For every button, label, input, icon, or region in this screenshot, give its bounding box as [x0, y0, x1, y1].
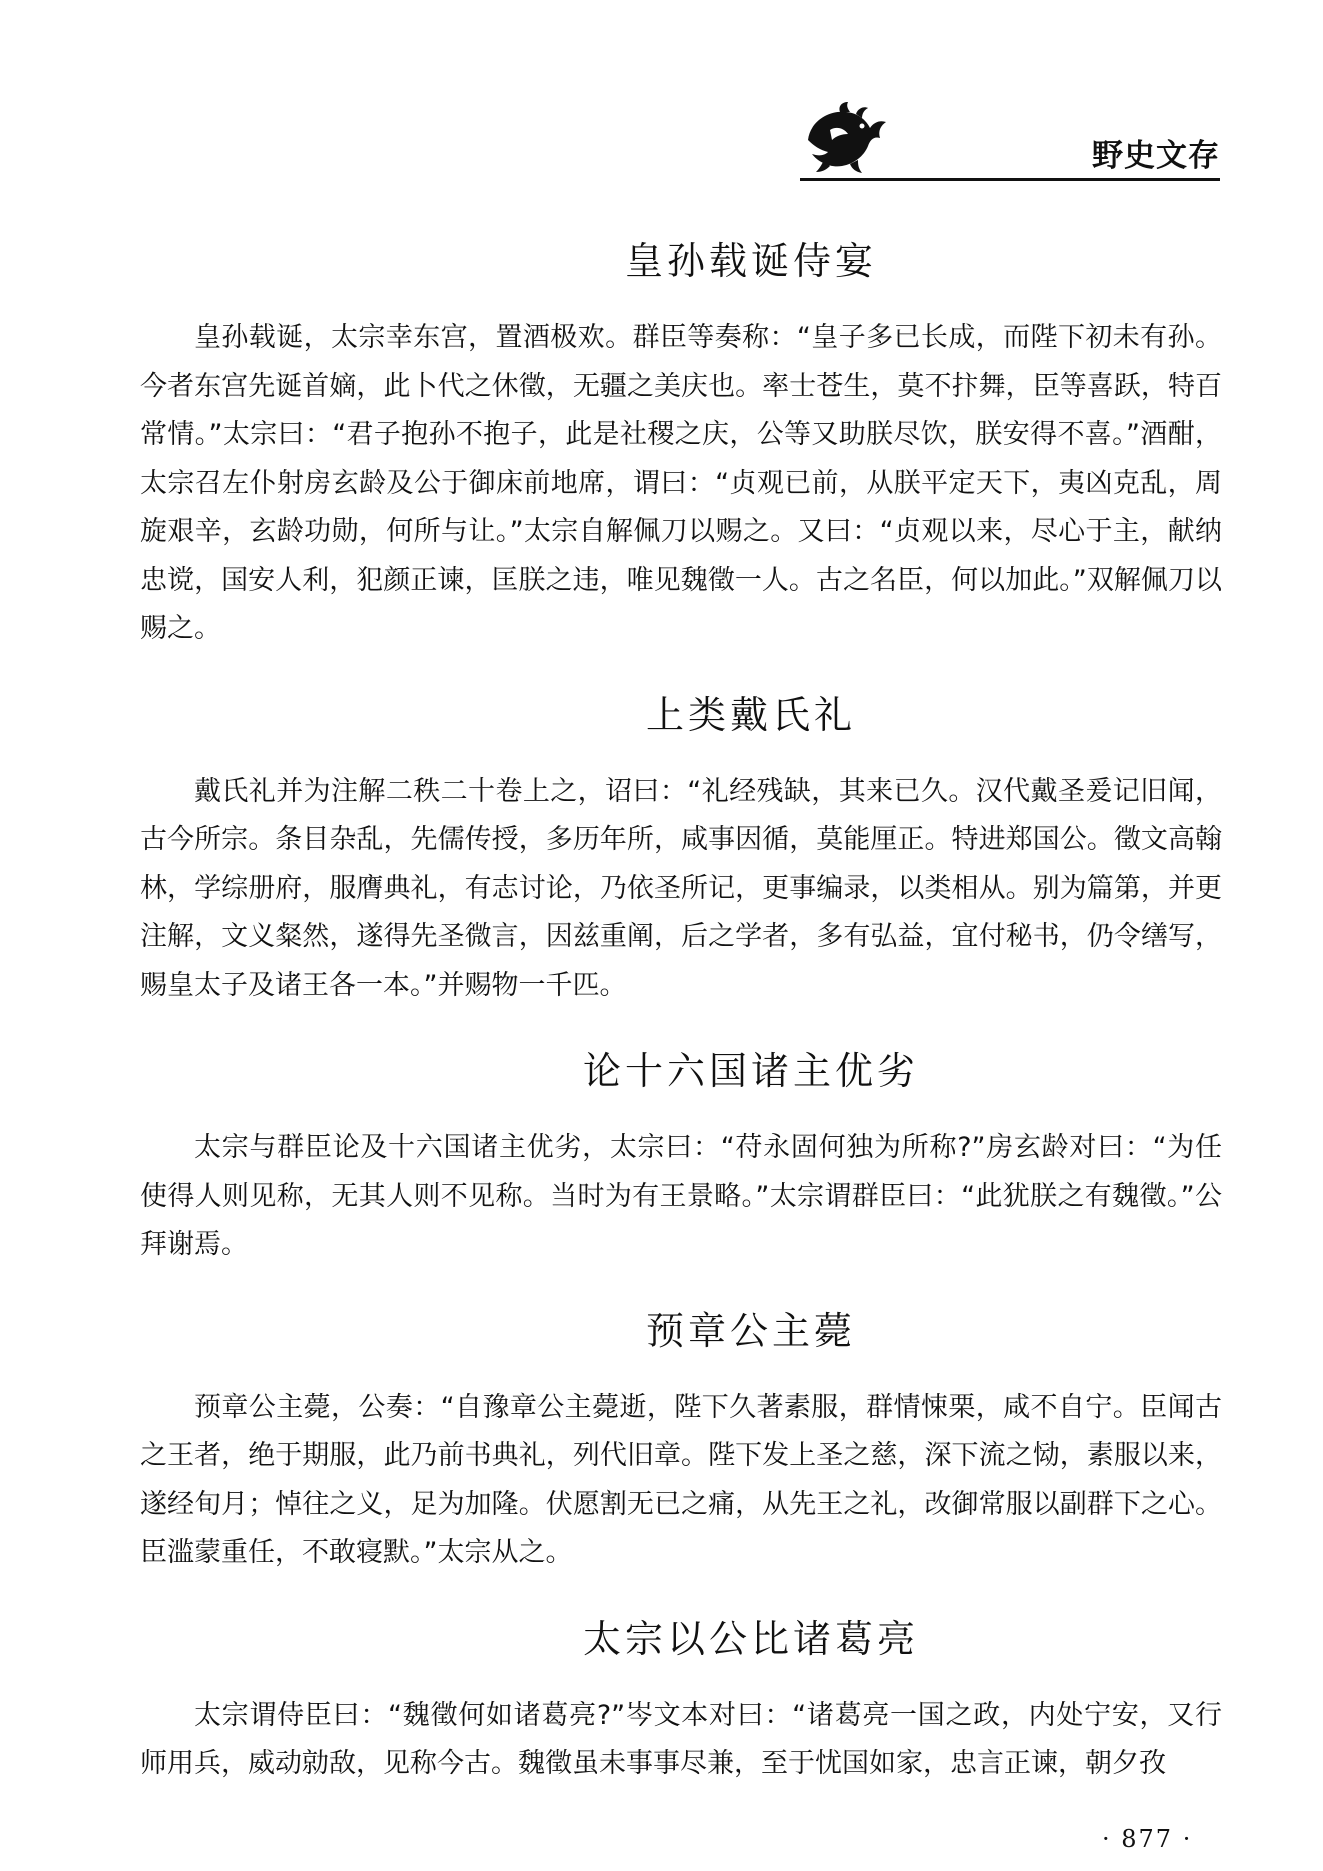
page-number: · 877 ·: [1102, 1825, 1193, 1853]
section: [140, 1614, 1222, 1789]
section-body: 太宗与群臣论及十六国诸主优劣，太宗曰：“苻永固何独为所称?”房玄龄对曰：“为任使得人则见称，无其人则不见称。当时为有王景略。”太宗谓群臣曰：“此犹朕之有魏徵。”公拜谢焉。: [140, 1132, 1222, 1260]
section: [140, 1046, 1222, 1270]
section-title: 上类戴氏礼: [645, 692, 856, 737]
section-body: 皇孙载诞，太宗幸东宫，置酒极欢。群臣等奏称：“皇子多已长成，而陛下初未有孙。今者东宫先诞首嫡，此卜代之休徵，无疆之美庆也。率士苍生，莫不抃舞，臣等喜跃，特百常情。”太宗曰：“君子抱孙不抱子，此是社稷之庆，公等又助朕尽饮，朕安得不喜。”酒酣，太宗召左仆射房玄龄及公于御床前地席，谓曰：“贞观已前，从朕平定天下，夷凶克乱，周旋艰辛，玄龄功勋，何所与让。”太宗自解佩刀以赐之。又曰：“贞观以来，尽心于主，献纳忠谠，国安人利，犯颜正谏，匡朕之违，唯见魏徵一人。古之名臣，何以加此。”双解佩刀以赐之。: [140, 322, 1222, 644]
section: [140, 690, 1222, 1011]
section: [140, 1306, 1222, 1578]
section-body: 戴氏礼并为注解二秩二十卷上之，诏曰：“礼经残缺，其来已久。汉代戴圣爰记旧闻，古今所宗。条目杂乱，先儒传授，多历年所，咸事因循，莫能厘正。特进郑国公。徵文高翰林，学综册府，服膺典礼，有志讨论，乃依圣所记，更事编录，以类相从。别为篇第，并更注解，文义粲然，遂得先圣微言，因兹重阐，后之学者，多有弘益，宜付秘书，仍令缮写，赐皇太子及诸王各一本。”并赐物一千匹。: [140, 775, 1222, 1001]
section-title: 皇孙载诞侍宴: [624, 239, 877, 283]
dragon-emblem-icon: [800, 100, 890, 174]
header-title: 野史文存: [1092, 138, 1220, 174]
section-title: 论十六国诸主优劣: [582, 1049, 919, 1093]
header-rule: [800, 178, 1220, 181]
section: [140, 236, 1222, 654]
page-content: [140, 236, 1222, 1825]
page-header: [800, 96, 1220, 180]
section-body: 预章公主薨，公奏：“自豫章公主薨逝，陛下久著素服，群情悚栗，咸不自宁。臣闻古之王者，绝于期服，此乃前书典礼，列代旧章。陛下发上圣之慈，深下流之恸，素服以来，遂经旬月；悼往之义，足为加隆。伏愿割无已之痛，从先王之礼，改御常服以副群下之心。臣滥蒙重任，不敢寝默。”太宗从之。: [140, 1391, 1222, 1568]
section-title: 预章公主薨: [645, 1308, 856, 1353]
section-title: 太宗以公比诸葛亮: [582, 1616, 919, 1661]
section-body: 太宗谓侍臣曰：“魏徵何如诸葛亮?”岑文本对曰：“诸葛亮一国之政，内处宁安，又行师用兵，威动勍敌，见称今古。魏徵虽未事事尽兼，至于忧国如家，忠言正谏，朝夕孜: [140, 1699, 1222, 1779]
